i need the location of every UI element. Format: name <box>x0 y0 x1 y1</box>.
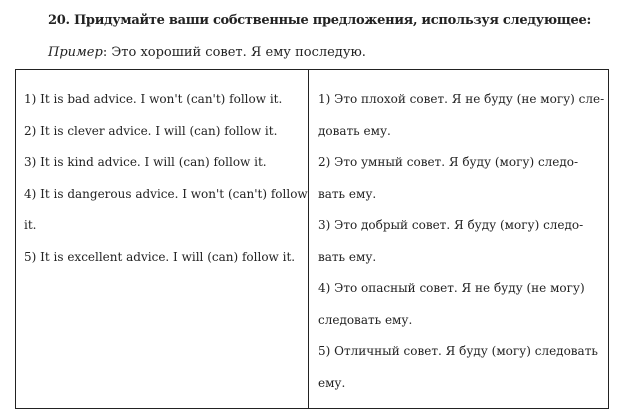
russian-line: ему. <box>318 375 346 390</box>
exercise-title: 20. Придумайте ваши собственные предложения, используя следующее: <box>48 13 591 28</box>
russian-line: вать ему. <box>318 249 377 264</box>
russian-line: 2) Это умный совет. Я буду (могу) следо- <box>318 155 579 169</box>
russian-line: 4) Это опасный совет. Я не буду (не могу) <box>318 281 585 295</box>
english-line: 4) It is dangerous advice. I won't (can't) follow <box>24 186 308 201</box>
russian-line: 3) Это добрый совет. Я буду (могу) следо- <box>318 218 584 232</box>
answer-table <box>15 69 609 409</box>
column-divider <box>308 70 309 408</box>
russian-line: следовать ему. <box>318 312 413 327</box>
russian-column <box>318 84 603 399</box>
russian-line: 1) Это плохой совет. Я не буду (не могу) сле- <box>318 92 605 106</box>
example-label: Пример <box>48 45 103 60</box>
russian-line: довать ему. <box>318 123 391 138</box>
english-line: 2) It is clever advice. I will (can) follow it. <box>24 123 278 138</box>
example-text: : Это хороший совет. Я ему последую. <box>102 45 366 60</box>
english-line: 3) It is kind advice. I will (can) follow it. <box>24 155 267 169</box>
english-line: 1) It is bad advice. I won't (can't) follow it. <box>24 92 283 106</box>
example <box>48 45 366 60</box>
english-line: it. <box>24 218 37 232</box>
english-line: 5) It is excellent advice. I will (can) follow it. <box>24 249 296 264</box>
russian-line: 5) Отличный совет. Я буду (могу) следовать <box>318 344 598 358</box>
english-column <box>24 84 308 273</box>
russian-line: вать ему. <box>318 186 377 201</box>
